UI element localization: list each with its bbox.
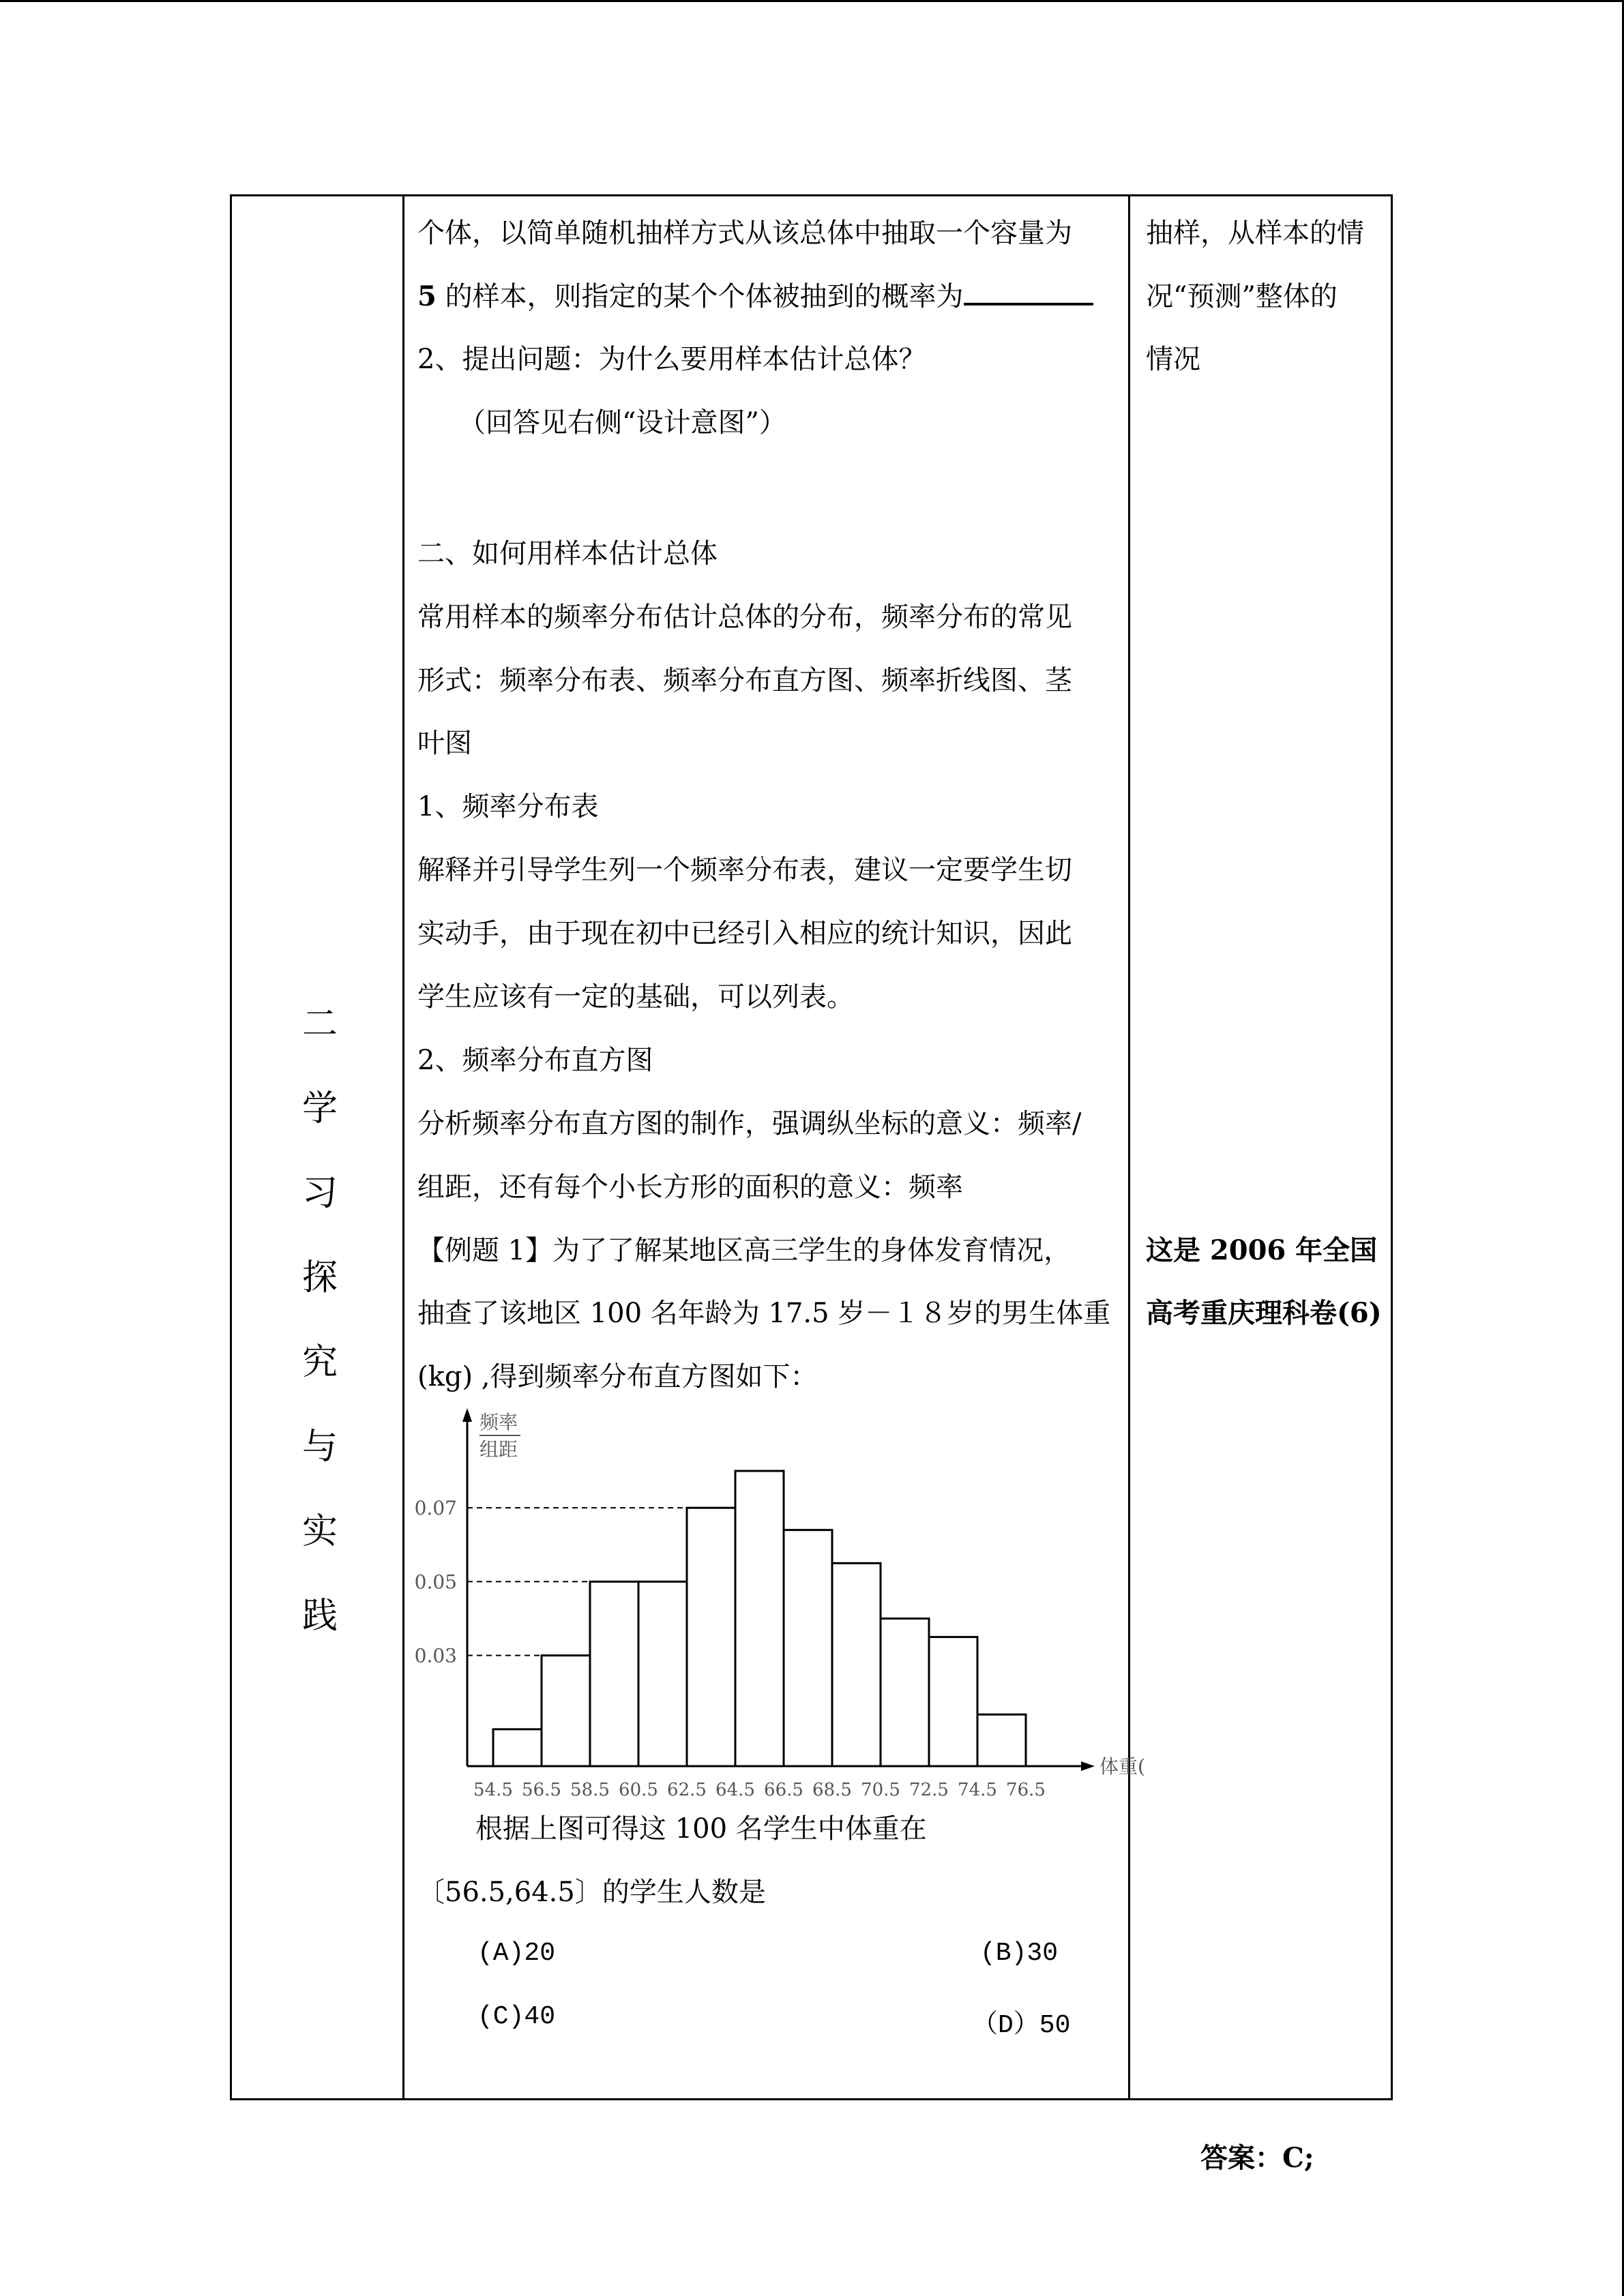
paragraph-line: 学生应该有一定的基础，可以列表。	[417, 981, 854, 1013]
x-tick-label: 70.5	[861, 1780, 900, 1800]
paragraph-line: 分析频率分布直方图的制作，强调纵坐标的意义：频率/	[417, 1108, 1082, 1139]
answer-blank	[964, 277, 1093, 305]
histogram-bar	[977, 1714, 1026, 1766]
text-line	[417, 275, 1093, 314]
y-label-bottom: 组距	[479, 1438, 518, 1461]
histogram-bar	[638, 1581, 687, 1766]
histogram-bar	[590, 1581, 638, 1766]
paragraph-line: 形式：频率分布表、频率分布直方图、频率折线图、茎	[417, 665, 1072, 696]
text-line: 个体，以简单随机抽样方式从该总体中抽取一个容量为	[417, 218, 1072, 249]
y-tick-label: 0.05	[414, 1570, 457, 1594]
question-line: 根据上图可得这 100 名学生中体重在	[475, 1813, 927, 1845]
option-c: (C)40	[477, 2002, 556, 2031]
answer-note: （回答见右侧“设计意图”）	[458, 407, 786, 438]
note-line: 况“预测”整体的	[1146, 281, 1338, 312]
section-title-char: 习	[301, 1173, 338, 1214]
option-b: (B)30	[980, 1939, 1059, 1968]
example-line: 抽查了该地区 100 名年龄为 17.5 岁－１８岁的男生体重	[417, 1298, 1111, 1329]
paragraph-line: 常用样本的频率分布估计总体的分布，频率分布的常见	[417, 601, 1072, 633]
text: 的样本，则指定的某个个体被抽到的概率为	[445, 281, 964, 312]
y-axis-arrow	[462, 1408, 472, 1422]
x-tick-label: 68.5	[812, 1780, 852, 1800]
note-line: 这是 2006 年全国	[1146, 1234, 1378, 1266]
subheading: 1、频率分布表	[417, 791, 599, 822]
histogram-bar	[832, 1563, 881, 1766]
y-tick-label: 0.03	[414, 1644, 457, 1667]
note-line: 高考重庆理科卷(6)	[1146, 1297, 1382, 1329]
section-title-char: 学	[301, 1088, 338, 1129]
question-line: 2、提出问题：为什么要用样本估计总体？	[417, 344, 926, 375]
question-line: 〔56.5,64.5〕的学生人数是	[417, 1877, 766, 1908]
x-label: 体重(	[1099, 1755, 1145, 1778]
histogram-bar	[687, 1508, 735, 1766]
x-tick-label: 76.5	[1006, 1780, 1046, 1800]
x-tick-label: 72.5	[909, 1780, 949, 1800]
histogram-bar	[542, 1656, 590, 1766]
option-a: (A)20	[477, 1939, 556, 1968]
histogram-bar	[929, 1637, 977, 1766]
x-tick-label: 66.5	[764, 1780, 803, 1800]
option-d: （D）50	[972, 2011, 1071, 2040]
x-tick-label: 60.5	[619, 1780, 658, 1800]
answer-note: 答案：C;	[1200, 2142, 1314, 2174]
section-title-char: 探	[301, 1257, 338, 1298]
x-tick-label: 64.5	[715, 1780, 755, 1800]
x-tick-label: 74.5	[958, 1780, 997, 1800]
x-axis-arrow	[1081, 1761, 1095, 1771]
histogram-bar	[784, 1530, 832, 1766]
column-divider-left	[402, 194, 404, 2100]
note-line: 情况	[1146, 344, 1200, 375]
subheading: 2、频率分布直方图	[417, 1045, 653, 1076]
heading: 二、如何用样本估计总体	[417, 538, 718, 569]
histogram-bar	[493, 1729, 542, 1766]
section-title	[269, 982, 371, 1658]
x-tick-label: 62.5	[667, 1780, 707, 1800]
x-tick-label: 54.5	[473, 1780, 513, 1800]
section-title-char: 实	[301, 1511, 338, 1552]
paragraph-line: 实动手，由于现在初中已经引入相应的统计知识，因此	[417, 918, 1072, 949]
section-title-char: 究	[301, 1342, 338, 1383]
histogram-bar	[735, 1471, 784, 1766]
note-line: 抽样，从样本的情	[1146, 218, 1364, 249]
number: 5	[417, 280, 437, 312]
example-line: (kg) ,得到频率分布直方图如下：	[417, 1361, 818, 1392]
paragraph-line: 叶图	[417, 728, 472, 759]
page-top-border	[0, 0, 1624, 2]
column-divider-right	[1128, 194, 1130, 2100]
paragraph-line: 组距，还有每个小长方形的面积的意义：频率	[417, 1172, 963, 1203]
example-line: 【例题 1】为了了解某地区高三学生的身体发育情况，	[417, 1235, 1072, 1266]
section-title-char: 二	[301, 1004, 338, 1045]
x-tick-label: 58.5	[570, 1780, 610, 1800]
x-tick-label: 56.5	[522, 1780, 561, 1800]
section-title-char: 与	[301, 1427, 338, 1467]
histogram-bar	[881, 1619, 929, 1766]
frequency-histogram	[409, 1408, 1145, 1804]
y-tick-label: 0.07	[414, 1497, 457, 1520]
paragraph-line: 解释并引导学生列一个频率分布表，建议一定要学生切	[417, 854, 1072, 886]
y-label-top: 频率	[479, 1411, 518, 1433]
section-title-char: 践	[301, 1596, 338, 1637]
